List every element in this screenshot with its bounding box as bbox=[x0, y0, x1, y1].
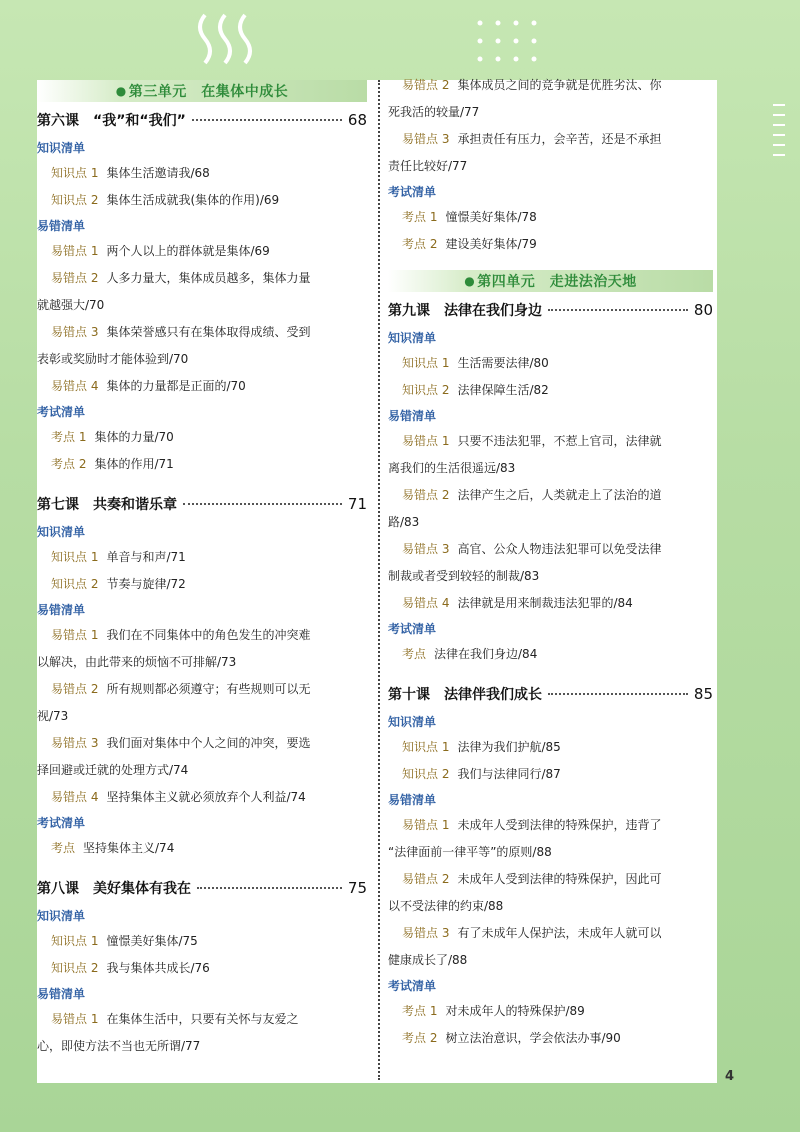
item-line bbox=[388, 126, 713, 153]
item-text: 生活需要法律/80 bbox=[457, 356, 549, 370]
item-text: 单音与和声/71 bbox=[106, 550, 186, 564]
item-text: 集体的力量都是正面的/70 bbox=[106, 379, 246, 393]
item-line bbox=[37, 676, 367, 703]
toc-item bbox=[37, 424, 367, 451]
item-tag: 易错点 2 bbox=[51, 682, 99, 696]
item-tag: 易错点 1 bbox=[402, 434, 450, 448]
spacer bbox=[388, 668, 713, 680]
toc-item bbox=[37, 835, 367, 862]
toc-item bbox=[388, 1025, 713, 1052]
item-tag: 考点 2 bbox=[51, 457, 87, 471]
item-text: 承担责任有压力，会辛苦，还是不承担 bbox=[457, 132, 662, 146]
item-tag: 知识点 2 bbox=[51, 577, 99, 591]
item-line bbox=[37, 1006, 367, 1033]
section-heading: 易错清单 bbox=[388, 409, 437, 423]
section-heading: 知识清单 bbox=[388, 331, 437, 345]
item-tag: 易错点 3 bbox=[51, 325, 99, 339]
item-tag: 考点 1 bbox=[402, 1004, 438, 1018]
item-continuation: 死我活的较量/77 bbox=[388, 105, 480, 119]
toc-item bbox=[388, 998, 713, 1025]
item-text: 法律保障生活/82 bbox=[457, 383, 549, 397]
item-text: 我们面对集体中个人之间的冲突，要选 bbox=[106, 736, 311, 750]
toc-item bbox=[388, 590, 713, 617]
lesson-title bbox=[37, 494, 367, 520]
toc-item bbox=[388, 72, 713, 126]
item-tag: 易错点 1 bbox=[51, 1012, 99, 1026]
item-continuation: 健康成长了/88 bbox=[388, 953, 468, 967]
section-heading: 知识清单 bbox=[37, 525, 86, 539]
item-tag: 易错点 2 bbox=[402, 872, 450, 886]
item-text: 只要不违法犯罪，不惹上官司，法律就 bbox=[457, 434, 662, 448]
page-number: 4 bbox=[725, 1069, 735, 1084]
section-heading: 考试清单 bbox=[388, 622, 437, 636]
item-tag: 考点 bbox=[402, 647, 427, 661]
item-text: 集体成员之间的竞争就是优胜劣汰、你 bbox=[457, 78, 662, 92]
unit-title: 第三单元 在集体中成长 bbox=[128, 84, 289, 100]
item-tag: 易错点 1 bbox=[51, 628, 99, 642]
toc-item bbox=[388, 641, 713, 668]
right-column bbox=[388, 72, 713, 1052]
item-text: 建设美好集体/79 bbox=[445, 237, 537, 251]
item-text: 集体的作用/71 bbox=[94, 457, 174, 471]
item-text: 我们在不同集体中的角色发生的冲突难 bbox=[106, 628, 311, 642]
item-tag: 易错点 3 bbox=[402, 542, 450, 556]
item-tag: 易错点 3 bbox=[402, 132, 450, 146]
toc-item bbox=[37, 187, 367, 214]
item-tag: 知识点 2 bbox=[51, 193, 99, 207]
item-line bbox=[388, 812, 713, 839]
item-text: 法律在我们身边/84 bbox=[434, 647, 538, 661]
toc-item bbox=[37, 373, 367, 400]
item-line bbox=[37, 319, 367, 346]
item-tag: 易错点 4 bbox=[51, 379, 99, 393]
item-tag: 知识点 1 bbox=[402, 356, 450, 370]
item-tag: 考点 2 bbox=[402, 1031, 438, 1045]
dot-grid-decoration bbox=[470, 15, 560, 70]
toc-item bbox=[37, 319, 367, 373]
toc-item bbox=[388, 126, 713, 180]
toc-item bbox=[37, 1006, 367, 1060]
item-tag: 易错点 2 bbox=[51, 271, 99, 285]
item-text: 集体生活邀请我/68 bbox=[106, 166, 210, 180]
item-text: 未成年人受到法律的特殊保护，因此可 bbox=[457, 872, 662, 886]
toc-item bbox=[37, 676, 367, 730]
section-heading: 知识清单 bbox=[37, 909, 86, 923]
item-tag: 考点 1 bbox=[402, 210, 438, 224]
lesson-page: 75 bbox=[347, 879, 367, 897]
lesson-title bbox=[388, 300, 713, 326]
item-text: 有了未成年人保护法，未成年人就可以 bbox=[457, 926, 662, 940]
item-tag: 考点 bbox=[51, 841, 76, 855]
toc-item bbox=[388, 734, 713, 761]
item-text: 高官、公众人物违法犯罪可以免受法律 bbox=[457, 542, 662, 556]
toc-item bbox=[388, 428, 713, 482]
item-text: 两个人以上的群体就是集体/69 bbox=[106, 244, 270, 258]
item-text: 法律就是用来制裁违法犯罪的/84 bbox=[457, 596, 633, 610]
item-text: 人多力量大，集体成员越多，集体力量 bbox=[106, 271, 311, 285]
lesson-name: 第六课 “我”和“我们” bbox=[37, 113, 186, 129]
item-continuation: 择回避或迁就的处理方式/74 bbox=[37, 763, 189, 777]
item-tag: 知识点 1 bbox=[51, 550, 99, 564]
item-tag: 考点 2 bbox=[402, 237, 438, 251]
item-line bbox=[37, 265, 367, 292]
toc-item bbox=[388, 920, 713, 974]
lesson-name: 第十课 法律伴我们成长 bbox=[388, 687, 542, 703]
item-text: 坚持集体主义就必须放弃个人利益/74 bbox=[106, 790, 306, 804]
item-text: 所有规则都必须遵守；有些规则可以无 bbox=[106, 682, 311, 696]
item-continuation: 心，即使方法不当也无所谓/77 bbox=[37, 1039, 201, 1053]
unit-banner bbox=[37, 80, 367, 102]
lesson-name: 第八课 美好集体有我在 bbox=[37, 881, 191, 897]
toc-item bbox=[37, 265, 367, 319]
section-heading: 考试清单 bbox=[388, 979, 437, 993]
toc-item bbox=[388, 377, 713, 404]
section-heading: 考试清单 bbox=[388, 185, 437, 199]
item-tag: 易错点 2 bbox=[402, 78, 450, 92]
item-continuation: 以解决，由此带来的烦恼不可排解/73 bbox=[37, 655, 237, 669]
section-heading: 易错清单 bbox=[37, 603, 86, 617]
section-heading: 易错清单 bbox=[37, 219, 86, 233]
squiggle-decoration bbox=[195, 10, 275, 70]
lesson-page: 85 bbox=[693, 685, 713, 703]
item-text: 未成年人受到法律的特殊保护，违背了 bbox=[457, 818, 662, 832]
dot-leader bbox=[183, 503, 342, 505]
item-text: 我与集体共成长/76 bbox=[106, 961, 210, 975]
item-tag: 知识点 2 bbox=[402, 383, 450, 397]
lesson-page: 71 bbox=[347, 495, 367, 513]
lesson-page: 80 bbox=[693, 301, 713, 319]
toc-item bbox=[37, 955, 367, 982]
item-text: 法律为我们护航/85 bbox=[457, 740, 561, 754]
lesson-name: 第七课 共奏和谐乐章 bbox=[37, 497, 177, 513]
lesson-name: 第九课 法律在我们身边 bbox=[388, 303, 542, 319]
item-tag: 易错点 2 bbox=[402, 488, 450, 502]
item-tag: 易错点 3 bbox=[51, 736, 99, 750]
lesson-title bbox=[37, 110, 367, 136]
lesson-page: 68 bbox=[347, 111, 367, 129]
toc-item bbox=[37, 622, 367, 676]
toc-item bbox=[37, 730, 367, 784]
spacer bbox=[37, 862, 367, 874]
item-tag: 知识点 2 bbox=[402, 767, 450, 781]
item-tag: 易错点 4 bbox=[402, 596, 450, 610]
item-text: 憧憬美好集体/75 bbox=[106, 934, 198, 948]
item-text: 节奏与旋律/72 bbox=[106, 577, 186, 591]
bullet-icon: ● bbox=[115, 84, 127, 98]
item-continuation: 视/73 bbox=[37, 709, 69, 723]
item-line bbox=[388, 72, 713, 99]
item-text: 憧憬美好集体/78 bbox=[445, 210, 537, 224]
item-continuation: 就越强大/70 bbox=[37, 298, 105, 312]
item-text: 集体荣誉感只有在集体取得成绩、受到 bbox=[106, 325, 311, 339]
item-line bbox=[388, 866, 713, 893]
toc-item bbox=[388, 204, 713, 231]
toc-item bbox=[388, 482, 713, 536]
lesson-title bbox=[37, 878, 367, 904]
toc-item bbox=[37, 571, 367, 598]
toc-item bbox=[388, 350, 713, 377]
section-heading: 考试清单 bbox=[37, 405, 86, 419]
dot-leader bbox=[197, 887, 342, 889]
section-heading: 知识清单 bbox=[388, 715, 437, 729]
item-continuation: 路/83 bbox=[388, 515, 420, 529]
edge-tick-decoration bbox=[771, 100, 791, 160]
section-heading: 知识清单 bbox=[37, 141, 86, 155]
item-tag: 考点 1 bbox=[51, 430, 87, 444]
item-continuation: 以不受法律的约束/88 bbox=[388, 899, 504, 913]
toc-item bbox=[388, 761, 713, 788]
item-tag: 知识点 1 bbox=[51, 166, 99, 180]
item-line bbox=[388, 428, 713, 455]
toc-item bbox=[37, 928, 367, 955]
item-continuation: 表彰或奖励时才能体验到/70 bbox=[37, 352, 189, 366]
toc-item bbox=[37, 544, 367, 571]
item-tag: 易错点 4 bbox=[51, 790, 99, 804]
item-tag: 易错点 3 bbox=[402, 926, 450, 940]
item-continuation: 责任比较好/77 bbox=[388, 159, 468, 173]
dot-leader bbox=[192, 119, 342, 121]
bullet-icon: ● bbox=[464, 274, 476, 288]
item-tag: 易错点 1 bbox=[402, 818, 450, 832]
item-text: 集体的力量/70 bbox=[94, 430, 174, 444]
toc-item bbox=[37, 784, 367, 811]
spacer bbox=[388, 258, 713, 270]
item-tag: 易错点 1 bbox=[51, 244, 99, 258]
toc-item bbox=[388, 866, 713, 920]
item-line bbox=[388, 536, 713, 563]
item-text: 我们与法律同行/87 bbox=[457, 767, 561, 781]
item-text: 对未成年人的特殊保护/89 bbox=[445, 1004, 585, 1018]
toc-item bbox=[37, 238, 367, 265]
item-text: 在集体生活中，只要有关怀与友爱之 bbox=[106, 1012, 299, 1026]
toc-item bbox=[388, 536, 713, 590]
section-heading: 易错清单 bbox=[388, 793, 437, 807]
item-tag: 知识点 2 bbox=[51, 961, 99, 975]
spacer bbox=[37, 478, 367, 490]
item-continuation: 制裁或者受到较轻的制裁/83 bbox=[388, 569, 540, 583]
item-continuation: 离我们的生活很遥远/83 bbox=[388, 461, 516, 475]
section-heading: 考试清单 bbox=[37, 816, 86, 830]
unit-banner bbox=[388, 270, 713, 292]
toc-item bbox=[388, 231, 713, 258]
item-line bbox=[388, 920, 713, 947]
item-text: 集体生活成就我(集体的作用)/69 bbox=[106, 193, 280, 207]
column-divider bbox=[378, 80, 380, 1080]
toc-item bbox=[388, 812, 713, 866]
toc-item bbox=[37, 451, 367, 478]
lesson-title bbox=[388, 684, 713, 710]
item-text: 法律产生之后，人类就走上了法治的道 bbox=[457, 488, 662, 502]
section-heading: 易错清单 bbox=[37, 987, 86, 1001]
item-text: 树立法治意识，学会依法办事/90 bbox=[445, 1031, 621, 1045]
item-tag: 知识点 1 bbox=[402, 740, 450, 754]
item-line bbox=[37, 622, 367, 649]
item-text: 坚持集体主义/74 bbox=[83, 841, 175, 855]
dot-leader bbox=[548, 309, 688, 311]
item-tag: 知识点 1 bbox=[51, 934, 99, 948]
item-line bbox=[37, 730, 367, 757]
dot-leader bbox=[548, 693, 688, 695]
unit-title: 第四单元 走进法治天地 bbox=[477, 274, 637, 290]
item-continuation: “法律面前一律平等”的原则/88 bbox=[388, 845, 552, 859]
toc-item bbox=[37, 160, 367, 187]
item-line bbox=[388, 482, 713, 509]
left-column bbox=[37, 80, 367, 1060]
